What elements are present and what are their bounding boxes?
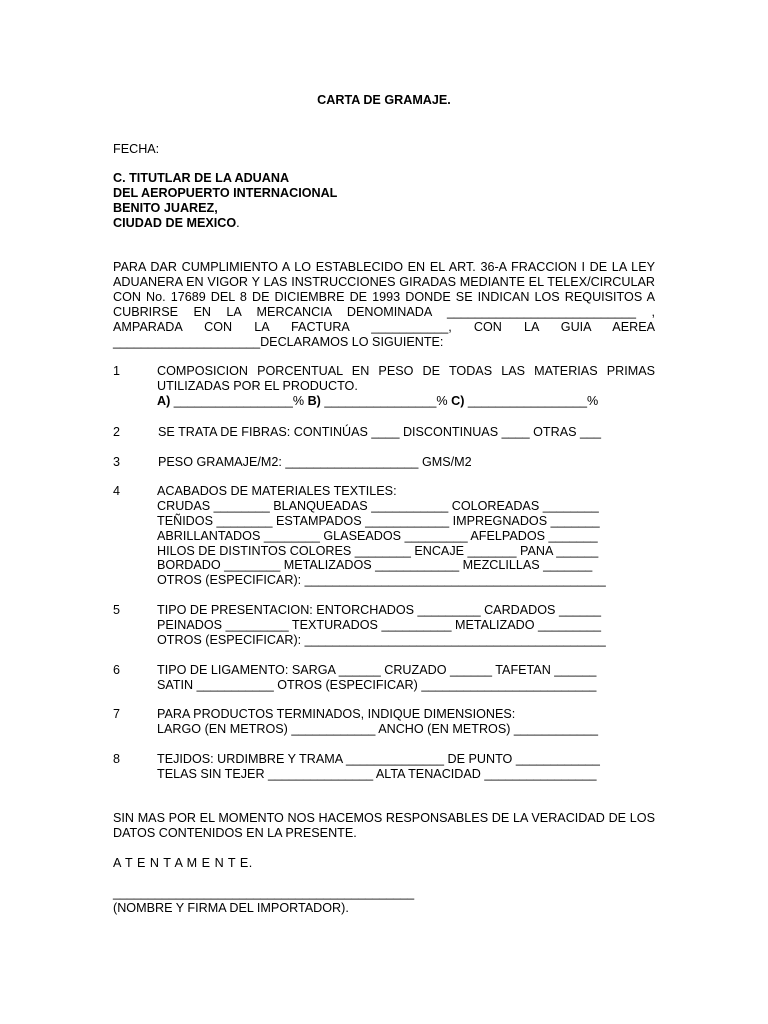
item-8-line-1: TEJIDOS: URDIMBRE Y TRAMA ______________ DE PUNTO ____________ bbox=[157, 752, 600, 766]
intro-paragraph bbox=[113, 260, 655, 350]
item-4-line-1: ACABADOS DE MATERIALES TEXTILES: bbox=[157, 484, 397, 498]
item-4-number: 4 bbox=[113, 484, 121, 498]
item-4-line-4: ABRILLANTADOS ________ GLASEADOS _________ AFELPADOS _______ bbox=[157, 529, 598, 543]
intro-line-4: CUBRIRSE EN LA MERCANCIA DENOMINADA ___________________________ , bbox=[113, 305, 655, 319]
percent-c-blank: _________________% bbox=[464, 394, 599, 408]
item-5-number: 5 bbox=[113, 603, 121, 617]
fecha-label: FECHA: bbox=[113, 142, 160, 156]
intro-line-5: AMPARADA CON LA FACTURA ___________, CON LA GUIA AEREA bbox=[113, 320, 655, 334]
item-3-number: 3 bbox=[113, 455, 121, 469]
item-2-line-1: SE TRATA DE FIBRAS: CONTINÚAS ____ DISCONTINUAS ____ OTRAS ___ bbox=[158, 425, 602, 439]
signature-line: ___________________________________________ bbox=[113, 886, 415, 900]
item-1-line-1: COMPOSICION PORCENTUAL EN PESO DE TODAS LAS MATERIAS PRIMAS bbox=[157, 364, 655, 378]
item-5-line-2: PEINADOS _________ TEXTURADOS __________ METALIZADO _________ bbox=[157, 618, 602, 632]
intro-line-3: CON No. 17689 DEL 8 DE DICIEMBRE DE 1993 DONDE SE INDICAN LOS REQUISITOS A bbox=[113, 290, 655, 304]
item-7-line-1: PARA PRODUCTOS TERMINADOS, INDIQUE DIMENSIONES: bbox=[157, 707, 516, 721]
closing-line-2: DATOS CONTENIDOS EN LA PRESENTE. bbox=[113, 826, 357, 840]
intro-line-1: PARA DAR CUMPLIMIENTO A LO ESTABLECIDO EN EL ART. 36-A FRACCION I DE LA LEY bbox=[113, 260, 655, 274]
percent-b-label: B) bbox=[307, 394, 321, 408]
percent-a-label: A) bbox=[157, 394, 171, 408]
intro-line-2: ADUANERA EN VIGOR Y LAS INSTRUCCIONES GIRADAS MEDIANTE EL TELEX/CIRCULAR bbox=[113, 275, 655, 289]
item-4-line-5: HILOS DE DISTINTOS COLORES ________ ENCAJE _______ PANA ______ bbox=[157, 544, 599, 558]
intro-line-6: _____________________DECLARAMOS LO SIGUIENTE: bbox=[113, 335, 444, 349]
item-2-number: 2 bbox=[113, 425, 121, 439]
item-5-line-3: OTROS (ESPECIFICAR): ___________________________________________ bbox=[157, 633, 606, 647]
addressee-line-4 bbox=[113, 216, 240, 231]
addressee-city: CIUDAD DE MEXICO bbox=[113, 216, 237, 230]
signature-label: (NOMBRE Y FIRMA DEL IMPORTADOR). bbox=[113, 901, 349, 915]
item-5-line-1: TIPO DE PRESENTACION: ENTORCHADOS _________ CARDADOS ______ bbox=[157, 603, 601, 617]
addressee-line-2: DEL AEROPUERTO INTERNACIONAL bbox=[113, 186, 338, 200]
item-4-line-7: OTROS (ESPECIFICAR): ___________________________________________ bbox=[157, 573, 606, 587]
addressee-line-1: C. TITUTLAR DE LA ADUANA bbox=[113, 171, 290, 185]
closing-paragraph bbox=[113, 811, 655, 841]
closing-line-1: SIN MAS POR EL MOMENTO NOS HACEMOS RESPONSABLES DE LA VERACIDAD DE LOS bbox=[113, 811, 655, 825]
percent-b-blank: ________________% bbox=[320, 394, 452, 408]
percent-c-label: C) bbox=[451, 394, 465, 408]
item-3-line-1: PESO GRAMAJE/M2: ___________________ GMS/M2 bbox=[158, 455, 472, 469]
addressee-line-3: BENITO JUAREZ, bbox=[113, 201, 218, 215]
item-7-number: 7 bbox=[113, 707, 121, 721]
item-8-line-2: TELAS SIN TEJER _______________ ALTA TENACIDAD ________________ bbox=[157, 767, 597, 781]
item-4-line-2: CRUDAS ________ BLANQUEADAS ___________ COLOREADAS ________ bbox=[157, 499, 599, 513]
percent-a-blank: _________________% bbox=[170, 394, 308, 408]
item-4-line-3: TEÑIDOS ________ ESTAMPADOS ____________ IMPREGNADOS _______ bbox=[157, 514, 600, 528]
item-1-percentages bbox=[157, 394, 655, 409]
item-8-number: 8 bbox=[113, 752, 121, 766]
item-4-line-6: BORDADO ________ METALIZADOS ____________ MEZCLILLAS _______ bbox=[157, 558, 593, 572]
item-1-number: 1 bbox=[113, 364, 121, 378]
document-title: CARTA DE GRAMAJE. bbox=[317, 93, 451, 107]
item-6-line-2: SATIN ___________ OTROS (ESPECIFICAR) _________________________ bbox=[157, 678, 597, 692]
addressee-city-suffix: . bbox=[236, 216, 240, 230]
item-1-line-2: UTILIZADAS POR EL PRODUCTO. bbox=[157, 379, 358, 393]
item-6-number: 6 bbox=[113, 663, 121, 677]
item-6-line-1: TIPO DE LIGAMENTO: SARGA ______ CRUZADO ______ TAFETAN ______ bbox=[157, 663, 597, 677]
atentamente: A T E N T A M E N T E. bbox=[113, 856, 253, 870]
item-1 bbox=[157, 364, 655, 409]
item-7-line-2: LARGO (EN METROS) ____________ ANCHO (EN METROS) ____________ bbox=[157, 722, 598, 736]
